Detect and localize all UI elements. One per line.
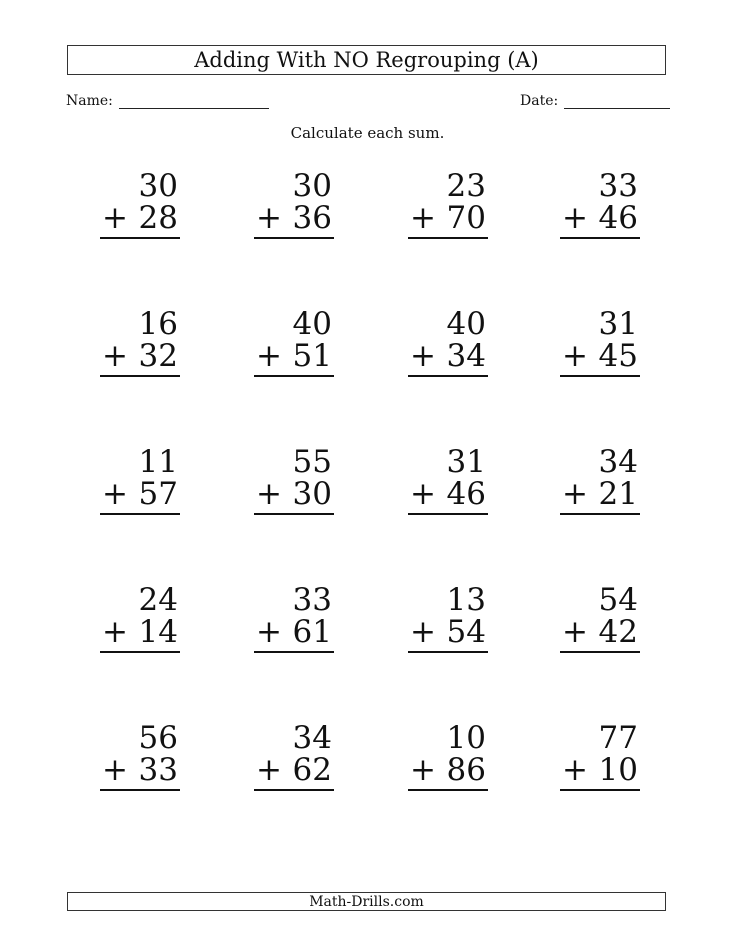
- addend-bottom: 86: [446, 752, 486, 788]
- addend-bottom: 46: [446, 476, 486, 512]
- plus-sign: +: [410, 476, 436, 512]
- addend-bottom-row: [560, 754, 640, 791]
- addend-bottom-row: [100, 202, 180, 239]
- addend-bottom-row: [254, 754, 334, 791]
- addend-bottom-row: [100, 340, 180, 377]
- addend-top: 40: [446, 306, 486, 342]
- addition-problem: [560, 446, 640, 515]
- addend-bottom: 30: [292, 476, 332, 512]
- addend-bottom-row: [254, 202, 334, 239]
- date-field: [520, 90, 670, 109]
- addition-problem: [100, 170, 180, 239]
- plus-sign: +: [102, 752, 128, 788]
- addition-problem: [560, 722, 640, 791]
- addend-top: 33: [598, 168, 638, 204]
- name-field: [66, 90, 269, 109]
- addend-bottom: 54: [446, 614, 486, 650]
- plus-sign: +: [562, 476, 588, 512]
- addend-top: 11: [138, 444, 178, 480]
- worksheet-title: Adding With NO Regrouping (A): [67, 45, 666, 75]
- addition-problem: [408, 170, 488, 239]
- addition-problem: [100, 446, 180, 515]
- addition-problem: [254, 446, 334, 515]
- addition-problem: [100, 722, 180, 791]
- plus-sign: +: [562, 200, 588, 236]
- addend-top: 24: [138, 582, 178, 618]
- addend-bottom: 21: [598, 476, 638, 512]
- addend-bottom: 42: [598, 614, 638, 650]
- addend-bottom: 32: [138, 338, 178, 374]
- addend-top: 54: [598, 582, 638, 618]
- addition-problem: [408, 584, 488, 653]
- addend-top: 30: [292, 168, 332, 204]
- footer-site-name: Math-Drills.com: [67, 892, 666, 911]
- addend-bottom-row: [254, 616, 334, 653]
- addend-bottom-row: [100, 754, 180, 791]
- plus-sign: +: [410, 614, 436, 650]
- addend-top: 10: [446, 720, 486, 756]
- addition-problem: [560, 308, 640, 377]
- plus-sign: +: [256, 200, 282, 236]
- addend-top: 55: [292, 444, 332, 480]
- addend-bottom-row: [408, 478, 488, 515]
- addend-top: 31: [598, 306, 638, 342]
- name-blank-line[interactable]: [119, 90, 269, 109]
- addend-top: 77: [598, 720, 638, 756]
- plus-sign: +: [410, 200, 436, 236]
- addend-top: 13: [446, 582, 486, 618]
- date-blank-line[interactable]: [564, 90, 670, 109]
- addend-top: 56: [138, 720, 178, 756]
- addend-top: 30: [138, 168, 178, 204]
- plus-sign: +: [410, 338, 436, 374]
- plus-sign: +: [256, 338, 282, 374]
- addend-bottom-row: [254, 340, 334, 377]
- addition-problem: [254, 584, 334, 653]
- addend-bottom-row: [408, 616, 488, 653]
- plus-sign: +: [256, 752, 282, 788]
- addition-problem: [254, 722, 334, 791]
- addend-bottom-row: [560, 616, 640, 653]
- addition-problem: [560, 170, 640, 239]
- addend-bottom: 57: [138, 476, 178, 512]
- addend-bottom-row: [408, 754, 488, 791]
- addend-bottom: 34: [446, 338, 486, 374]
- addend-bottom-row: [100, 616, 180, 653]
- plus-sign: +: [102, 200, 128, 236]
- addition-problem: [408, 722, 488, 791]
- addition-problem: [560, 584, 640, 653]
- addend-top: 23: [446, 168, 486, 204]
- addend-top: 16: [138, 306, 178, 342]
- addition-problem: [100, 584, 180, 653]
- date-label: Date:: [520, 93, 559, 109]
- instructions: Calculate each sum.: [290, 124, 445, 142]
- addend-bottom: 62: [292, 752, 332, 788]
- addend-bottom-row: [254, 478, 334, 515]
- addend-top: 33: [292, 582, 332, 618]
- addend-bottom-row: [560, 202, 640, 239]
- name-label: Name:: [66, 93, 113, 109]
- addend-bottom-row: [408, 340, 488, 377]
- plus-sign: +: [410, 752, 436, 788]
- addend-bottom-row: [408, 202, 488, 239]
- addend-bottom-row: [560, 340, 640, 377]
- addend-top: 34: [292, 720, 332, 756]
- addend-bottom: 28: [138, 200, 178, 236]
- plus-sign: +: [562, 614, 588, 650]
- plus-sign: +: [102, 476, 128, 512]
- addition-problem: [254, 170, 334, 239]
- addend-bottom: 61: [292, 614, 332, 650]
- addend-top: 34: [598, 444, 638, 480]
- addition-problem: [254, 308, 334, 377]
- addend-bottom-row: [100, 478, 180, 515]
- addend-bottom: 36: [292, 200, 332, 236]
- addition-problem: [408, 308, 488, 377]
- plus-sign: +: [102, 338, 128, 374]
- addend-bottom: 51: [292, 338, 332, 374]
- addend-top: 40: [292, 306, 332, 342]
- plus-sign: +: [256, 476, 282, 512]
- addend-bottom: 14: [138, 614, 178, 650]
- addend-bottom-row: [560, 478, 640, 515]
- addition-problem: [100, 308, 180, 377]
- addend-bottom: 70: [446, 200, 486, 236]
- plus-sign: +: [562, 752, 588, 788]
- addend-bottom: 33: [138, 752, 178, 788]
- addend-top: 31: [446, 444, 486, 480]
- addition-problem: [408, 446, 488, 515]
- plus-sign: +: [102, 614, 128, 650]
- addend-bottom: 46: [598, 200, 638, 236]
- addend-bottom: 45: [598, 338, 638, 374]
- plus-sign: +: [256, 614, 282, 650]
- plus-sign: +: [562, 338, 588, 374]
- problem-grid: [0, 170, 735, 810]
- addend-bottom: 10: [598, 752, 638, 788]
